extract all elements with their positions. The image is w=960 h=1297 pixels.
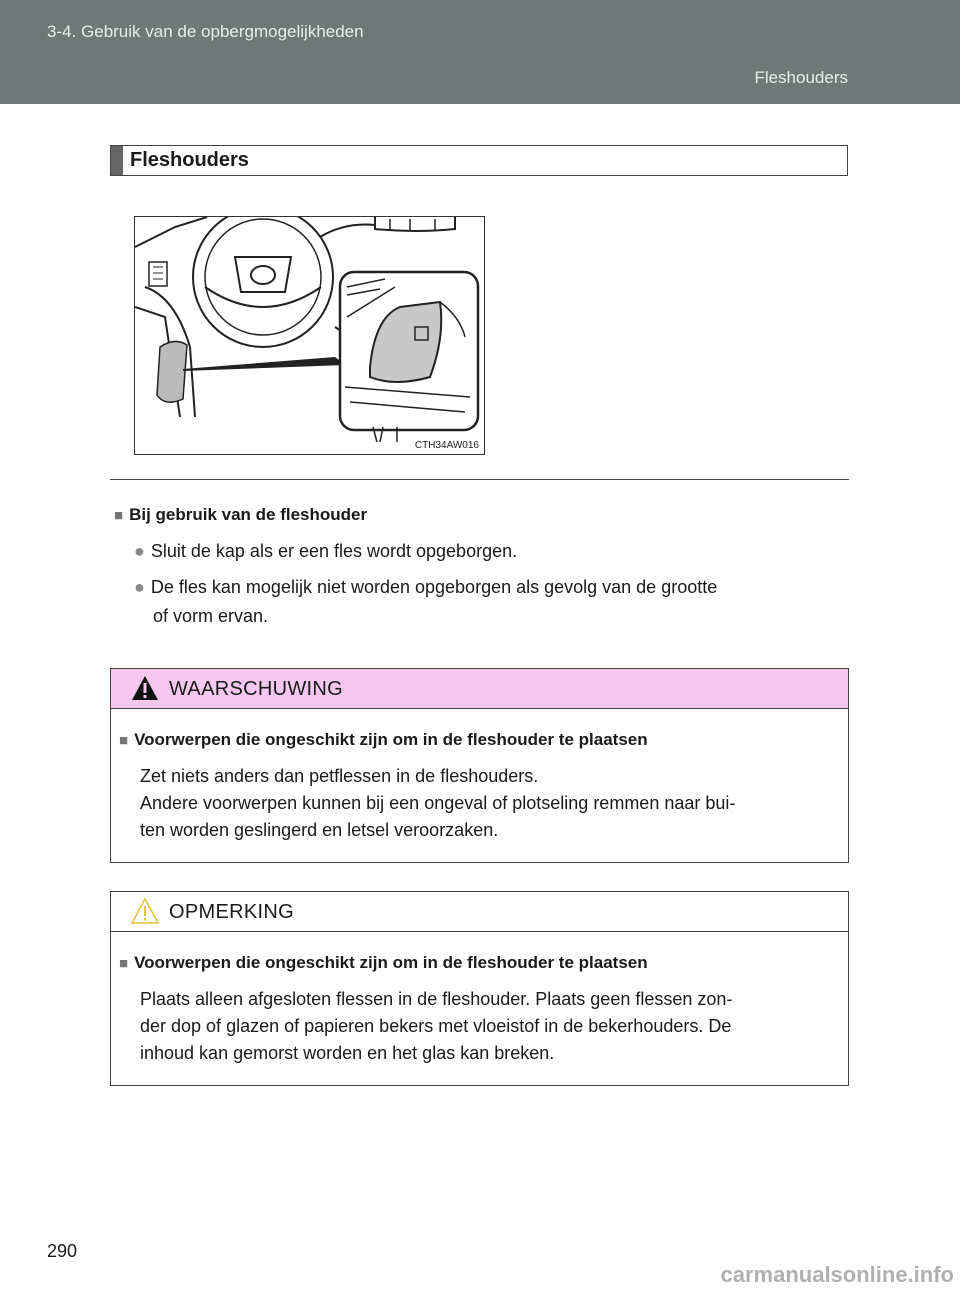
list-item: ● De fles kan mogelijk niet worden opgeborgen als gevolg van de grootte of vorm ervan.	[134, 577, 718, 626]
notice-box	[110, 891, 849, 1086]
warning-box	[110, 668, 849, 863]
page-title: Fleshouders	[130, 149, 249, 171]
dashboard-drawing	[135, 217, 484, 454]
page-number: 290	[47, 1241, 78, 1261]
section-title: Fleshouders	[754, 68, 848, 87]
watermark: carmanualsonline.info	[720, 1262, 954, 1287]
figure-code: CTH34AW016	[414, 440, 479, 451]
section-heading-box	[110, 145, 848, 176]
notice-header	[111, 892, 848, 932]
circle-bullet-icon: ●	[134, 577, 145, 597]
divider	[110, 479, 849, 480]
square-bullet-icon: ■	[119, 732, 129, 749]
page-header	[0, 0, 960, 104]
info-heading-text: Bij gebruik van de fleshouder	[129, 505, 368, 524]
square-bullet-icon: ■	[114, 507, 124, 524]
list-item: ● Sluit de kap als er een fles wordt opgeborgen.	[134, 541, 518, 561]
notice-heading: ■ Voorwerpen die ongeschikt zijn om in de fleshouder te plaatsen	[119, 953, 648, 972]
warning-heading: ■ Voorwerpen die ongeschikt zijn om in de fleshouder te plaatsen	[119, 730, 648, 749]
warning-label: WAARSCHUWING	[169, 678, 343, 700]
bottle-holder-illustration	[134, 216, 485, 455]
notice-body: Plaats alleen afgesloten flessen in de fleshouder. Plaats geen flessen zon- der dop of glazen of papieren bekers met vloeistof in de bekerhouders. De inhoud kan gemorst worden en het glas kan breken.	[140, 989, 733, 1063]
warning-body: Zet niets anders dan petflessen in de fleshouders. Andere voorwerpen kunnen bij een ongeval of plotseling remmen naar bui- ten worden geslingerd en letsel veroorzaken.	[140, 766, 736, 840]
heading-accent-bar	[111, 146, 123, 175]
circle-bullet-icon: ●	[134, 541, 145, 561]
info-heading	[114, 505, 367, 525]
warning-header	[111, 669, 848, 709]
warning-triangle-icon	[130, 674, 160, 702]
caution-triangle-icon	[130, 897, 160, 925]
notice-label: OPMERKING	[169, 901, 294, 923]
square-bullet-icon: ■	[119, 955, 129, 972]
chapter-title: 3-4. Gebruik van de opbergmogelijkheden	[47, 22, 364, 41]
